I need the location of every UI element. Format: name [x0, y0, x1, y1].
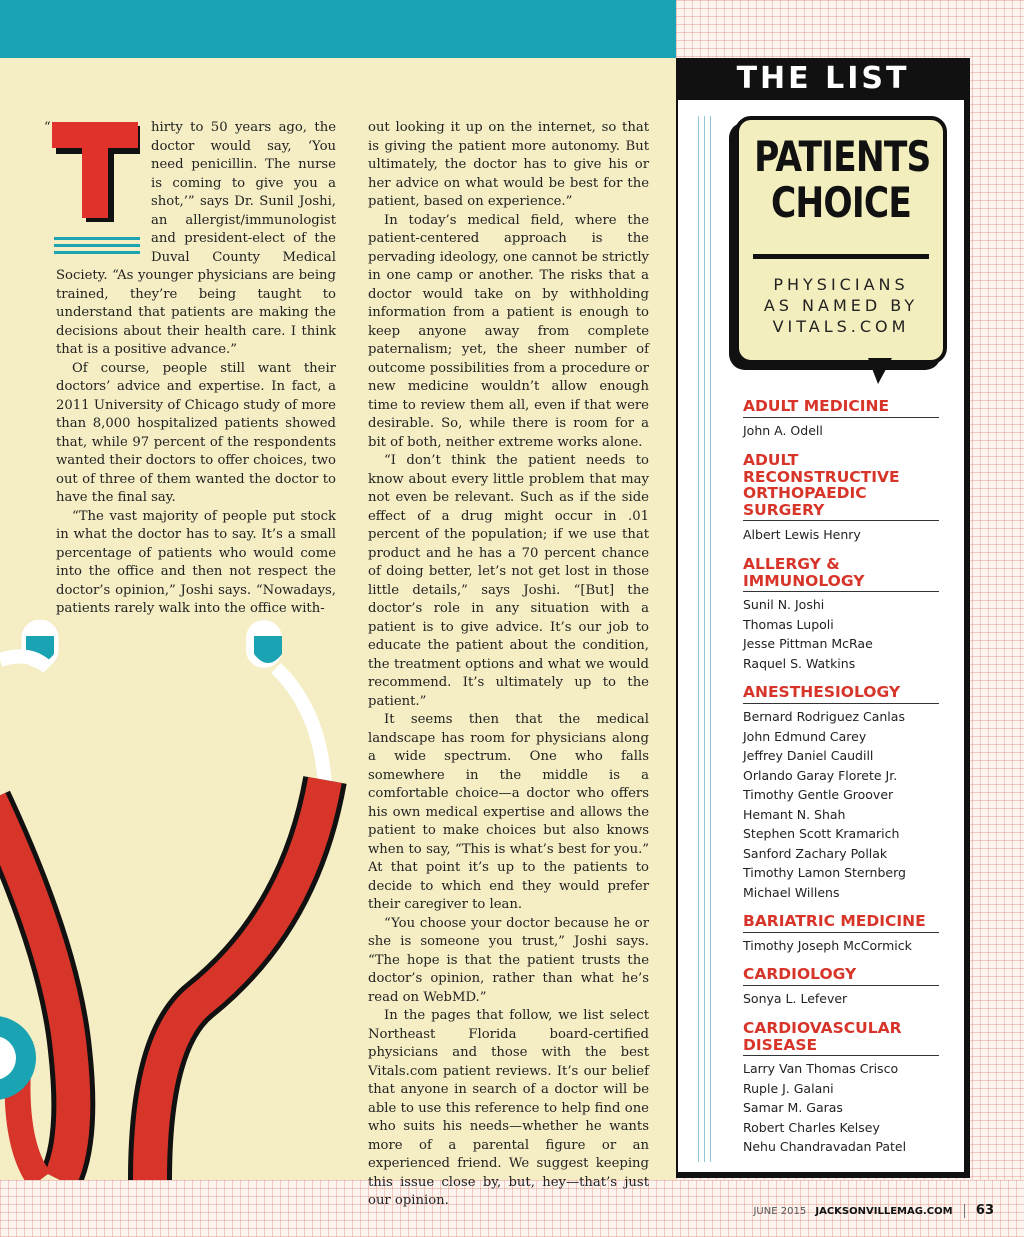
- physician-name: Michael Willens: [743, 884, 840, 900]
- category-heading: ANESTHESIOLOGY: [743, 684, 939, 704]
- physician-name: Sanford Zachary Pollak: [743, 845, 888, 861]
- category-heading: ADULT MEDICINE: [743, 398, 939, 418]
- name-list: [743, 936, 939, 956]
- physician-name: Albert Lewis Henry: [743, 527, 861, 542]
- bubble-divider: [753, 254, 929, 259]
- issue-date: JUNE 2015: [753, 1206, 807, 1217]
- paragraph: out looking it up on the internet, so that is giving the patient more autonomy. But ultimately, the doctor has to give his or her advice on what would be best for the patient, based on experience.”: [368, 120, 649, 209]
- category-heading: ADULT RECONSTRUCTIVE ORTHOPAEDIC SURGERY: [743, 452, 939, 521]
- paragraph: “The vast majority of people put stock in what the doctor has to say. It’s a small percentage of patients who would come into the office and then not respect the doctor’s opinion,” Joshi says. “Nowadays, patients rarely walk into the office with-: [56, 508, 336, 616]
- page-number: 63: [975, 1203, 994, 1218]
- physician-name: Jeffrey Daniel Caudill: [743, 748, 874, 763]
- article-column-1: [56, 119, 336, 619]
- paragraph: hirty to 50 years ago, the doctor would say, ‘You need penicillin. The nurse is coming to give you a shot,’” says Dr. Sunil Joshi, an allergist/immunologist and president-elect of the Duval County Medical Society. “As younger physicians are being trained, they’re being taught to understand that patients are making the decisions about their health care. I think that is a positive advance.”: [56, 120, 336, 357]
- speech-bubble-tail: [868, 358, 892, 384]
- name-list: [743, 1059, 939, 1157]
- bubble-subtitle: PHYSICIANS AS NAMED BY VITALS.COM: [763, 275, 919, 336]
- site-url: JACKSONVILLEMAG.COM: [815, 1206, 953, 1217]
- physician-name: Larry Van Thomas Crisco: [743, 1061, 899, 1076]
- the-list-header: THE LIST: [676, 58, 970, 100]
- name-list: [743, 525, 939, 545]
- page-footer: [753, 1203, 994, 1218]
- physician-name: Sonya L. Lefever: [743, 991, 848, 1006]
- physician-name: Samar M. Garas: [743, 1100, 843, 1115]
- paragraph: In the pages that follow, we list select Northeast Florida board-certified physicians and those with the best Vitals.com patient reviews. It’s our belief that anyone in search of a doctor will be able to use this reference to help find one who suits his needs—whether he wants more of a parental figure or an experienced friend. We suggest keeping this issue close by, but, hey—that’s just our opinion.: [368, 1008, 649, 1208]
- name-list: [743, 595, 939, 673]
- category-heading: BARIATRIC MEDICINE: [743, 913, 939, 933]
- name-list: [743, 989, 939, 1009]
- physician-name: Raquel S. Watkins: [743, 655, 856, 671]
- physician-name: Thomas Lupoli: [743, 616, 834, 632]
- paragraph: In today’s medical field, where the patient-centered approach is the pervading ideology, one cannot be strictly in one camp or another. The risks that a doctor would take on by withholding information from a patient is enough to keep anyone away from complete paternalism; yet, the sheer number of outcome possibilities from a procedure or new medicine wouldn’t allow enough time to review them all, even if that were desirable. So, while there is room for a bit of both, neither extreme works alone.: [368, 212, 649, 450]
- physician-name: Nehu Chandravadan Patel: [743, 1139, 907, 1154]
- physician-name: Bernard Rodriguez Canlas: [743, 709, 905, 724]
- physician-name: Stephen Scott Kramarich: [743, 826, 900, 841]
- teal-header-bar: [0, 0, 676, 58]
- article-column-2: [368, 119, 649, 1211]
- physician-name: John Edmund Carey: [743, 728, 867, 744]
- footer-divider: [964, 1204, 965, 1218]
- physician-name: Robert Charles Kelsey: [743, 1119, 880, 1135]
- name-list: [743, 707, 939, 902]
- physician-name: Timothy Gentle Groover: [743, 787, 894, 802]
- physician-name: Timothy Lamon Sternberg: [743, 865, 906, 880]
- physician-name: Timothy Joseph McCormick: [743, 938, 912, 953]
- physician-name: Ruple J. Galani: [743, 1080, 834, 1096]
- physician-name: Orlando Garay Florete Jr.: [743, 767, 898, 783]
- category-heading: CARDIOVASCULAR DISEASE: [743, 1020, 939, 1056]
- category-heading: ALLERGY & IMMUNOLOGY: [743, 556, 939, 592]
- name-list: [743, 421, 939, 441]
- paragraph: It seems then that the medical landscape has room for physicians along a wide spectrum. One who falls somewhere in the middle is a comfortable choice—a doctor who offers his own medical expertise and allows the patient to make choices but also knows when to say, “This is what’s best for you.” At that point it’s up to the patients to decide to which end they would prefer their caregiver to lean.: [368, 712, 649, 912]
- physician-name: Sunil N. Joshi: [743, 597, 825, 612]
- category-heading: CARDIOLOGY: [743, 966, 939, 986]
- physician-name: Jesse Pittman McRae: [743, 636, 873, 651]
- patients-choice-title: PATIENTS CHOICE: [754, 132, 931, 227]
- paragraph: Of course, people still want their doctors’ advice and expertise. In fact, a 2011 University of Chicago study of more than 8,000 hospitalized patients showed that, while 97 percent of the respondents wanted their doctors to offer choices, two out of three of them wanted the doctor to have the final say.: [56, 360, 336, 505]
- opening-quote-mark: “: [44, 120, 51, 135]
- paragraph: “You choose your doctor because he or she is someone you trust,” Joshi says. “The hope is that the patient trusts the doctor’s opinion, rather than what he’s read on WebMD.”: [368, 915, 649, 1005]
- paragraph: “I don’t think the patient needs to know about every little problem that may not even be relevant. Such as if the side effect of a drug might occur in .01 percent of the population; if we use that product and he has a 70 percent chance of doing better, let’s not get lost in those little details,” says Joshi. “[But] the doctor’s role in any situation with a patient is to give advice. It’s our job to educate the patient about the condition, the treatment options and what we would recommend. It’s ultimately up to the patient.”: [368, 453, 649, 709]
- physician-name: Hemant N. Shah: [743, 806, 846, 822]
- physician-name: John A. Odell: [743, 423, 823, 438]
